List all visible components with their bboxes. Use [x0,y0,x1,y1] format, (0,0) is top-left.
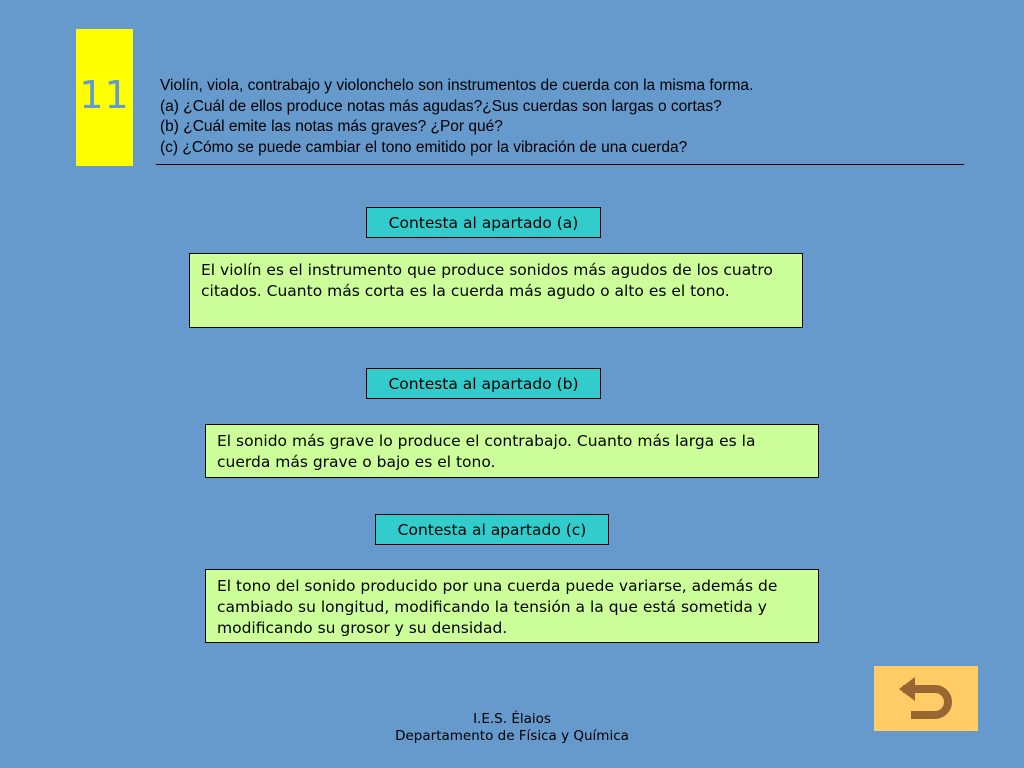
footer-department: Departamento de Física y Química [395,728,629,744]
return-arrow-icon [897,676,955,722]
answer-b-button[interactable]: Contesta al apartado (b) [366,368,601,399]
answer-a-button[interactable]: Contesta al apartado (a) [366,207,601,238]
question-part-c: (c) ¿Cómo se puede cambiar el tono emitido por la vibración de una cuerda? [160,138,688,156]
answer-c-box: El tono del sonido producido por una cuerda puede variarse, además de cambiado su longitud, modificando la tensión a la que está sometida y modificando su grosor y su densidad. [205,569,819,643]
answer-c-button[interactable]: Contesta al apartado (c) [375,514,609,545]
answer-a-box: El violín es el instrumento que produce sonidos más agudos de los cuatro citados. Cuanto más corta es la cuerda más agudo o alto es el tono. [189,253,803,328]
slide-number-box [76,29,133,166]
question-part-b: (b) ¿Cuál emite las notas más graves? ¿Por qué? [160,118,503,135]
question-intro: Violín, viola, contrabajo y violonchelo son instrumentos de cuerda con la misma forma. [160,77,754,94]
slide-number: 11 [79,72,130,117]
footer-school: I.E.S. Élaios [473,711,551,727]
question-divider [156,164,964,165]
footer [312,711,712,745]
answer-b-box: El sonido más grave lo produce el contrabajo. Cuanto más larga es la cuerda más grave o bajo es el tono. [205,424,819,478]
question-text [160,76,960,158]
back-button[interactable] [874,666,978,731]
question-part-a: (a) ¿Cuál de ellos produce notas más agudas?¿Sus cuerdas son largas o cortas? [160,97,722,115]
